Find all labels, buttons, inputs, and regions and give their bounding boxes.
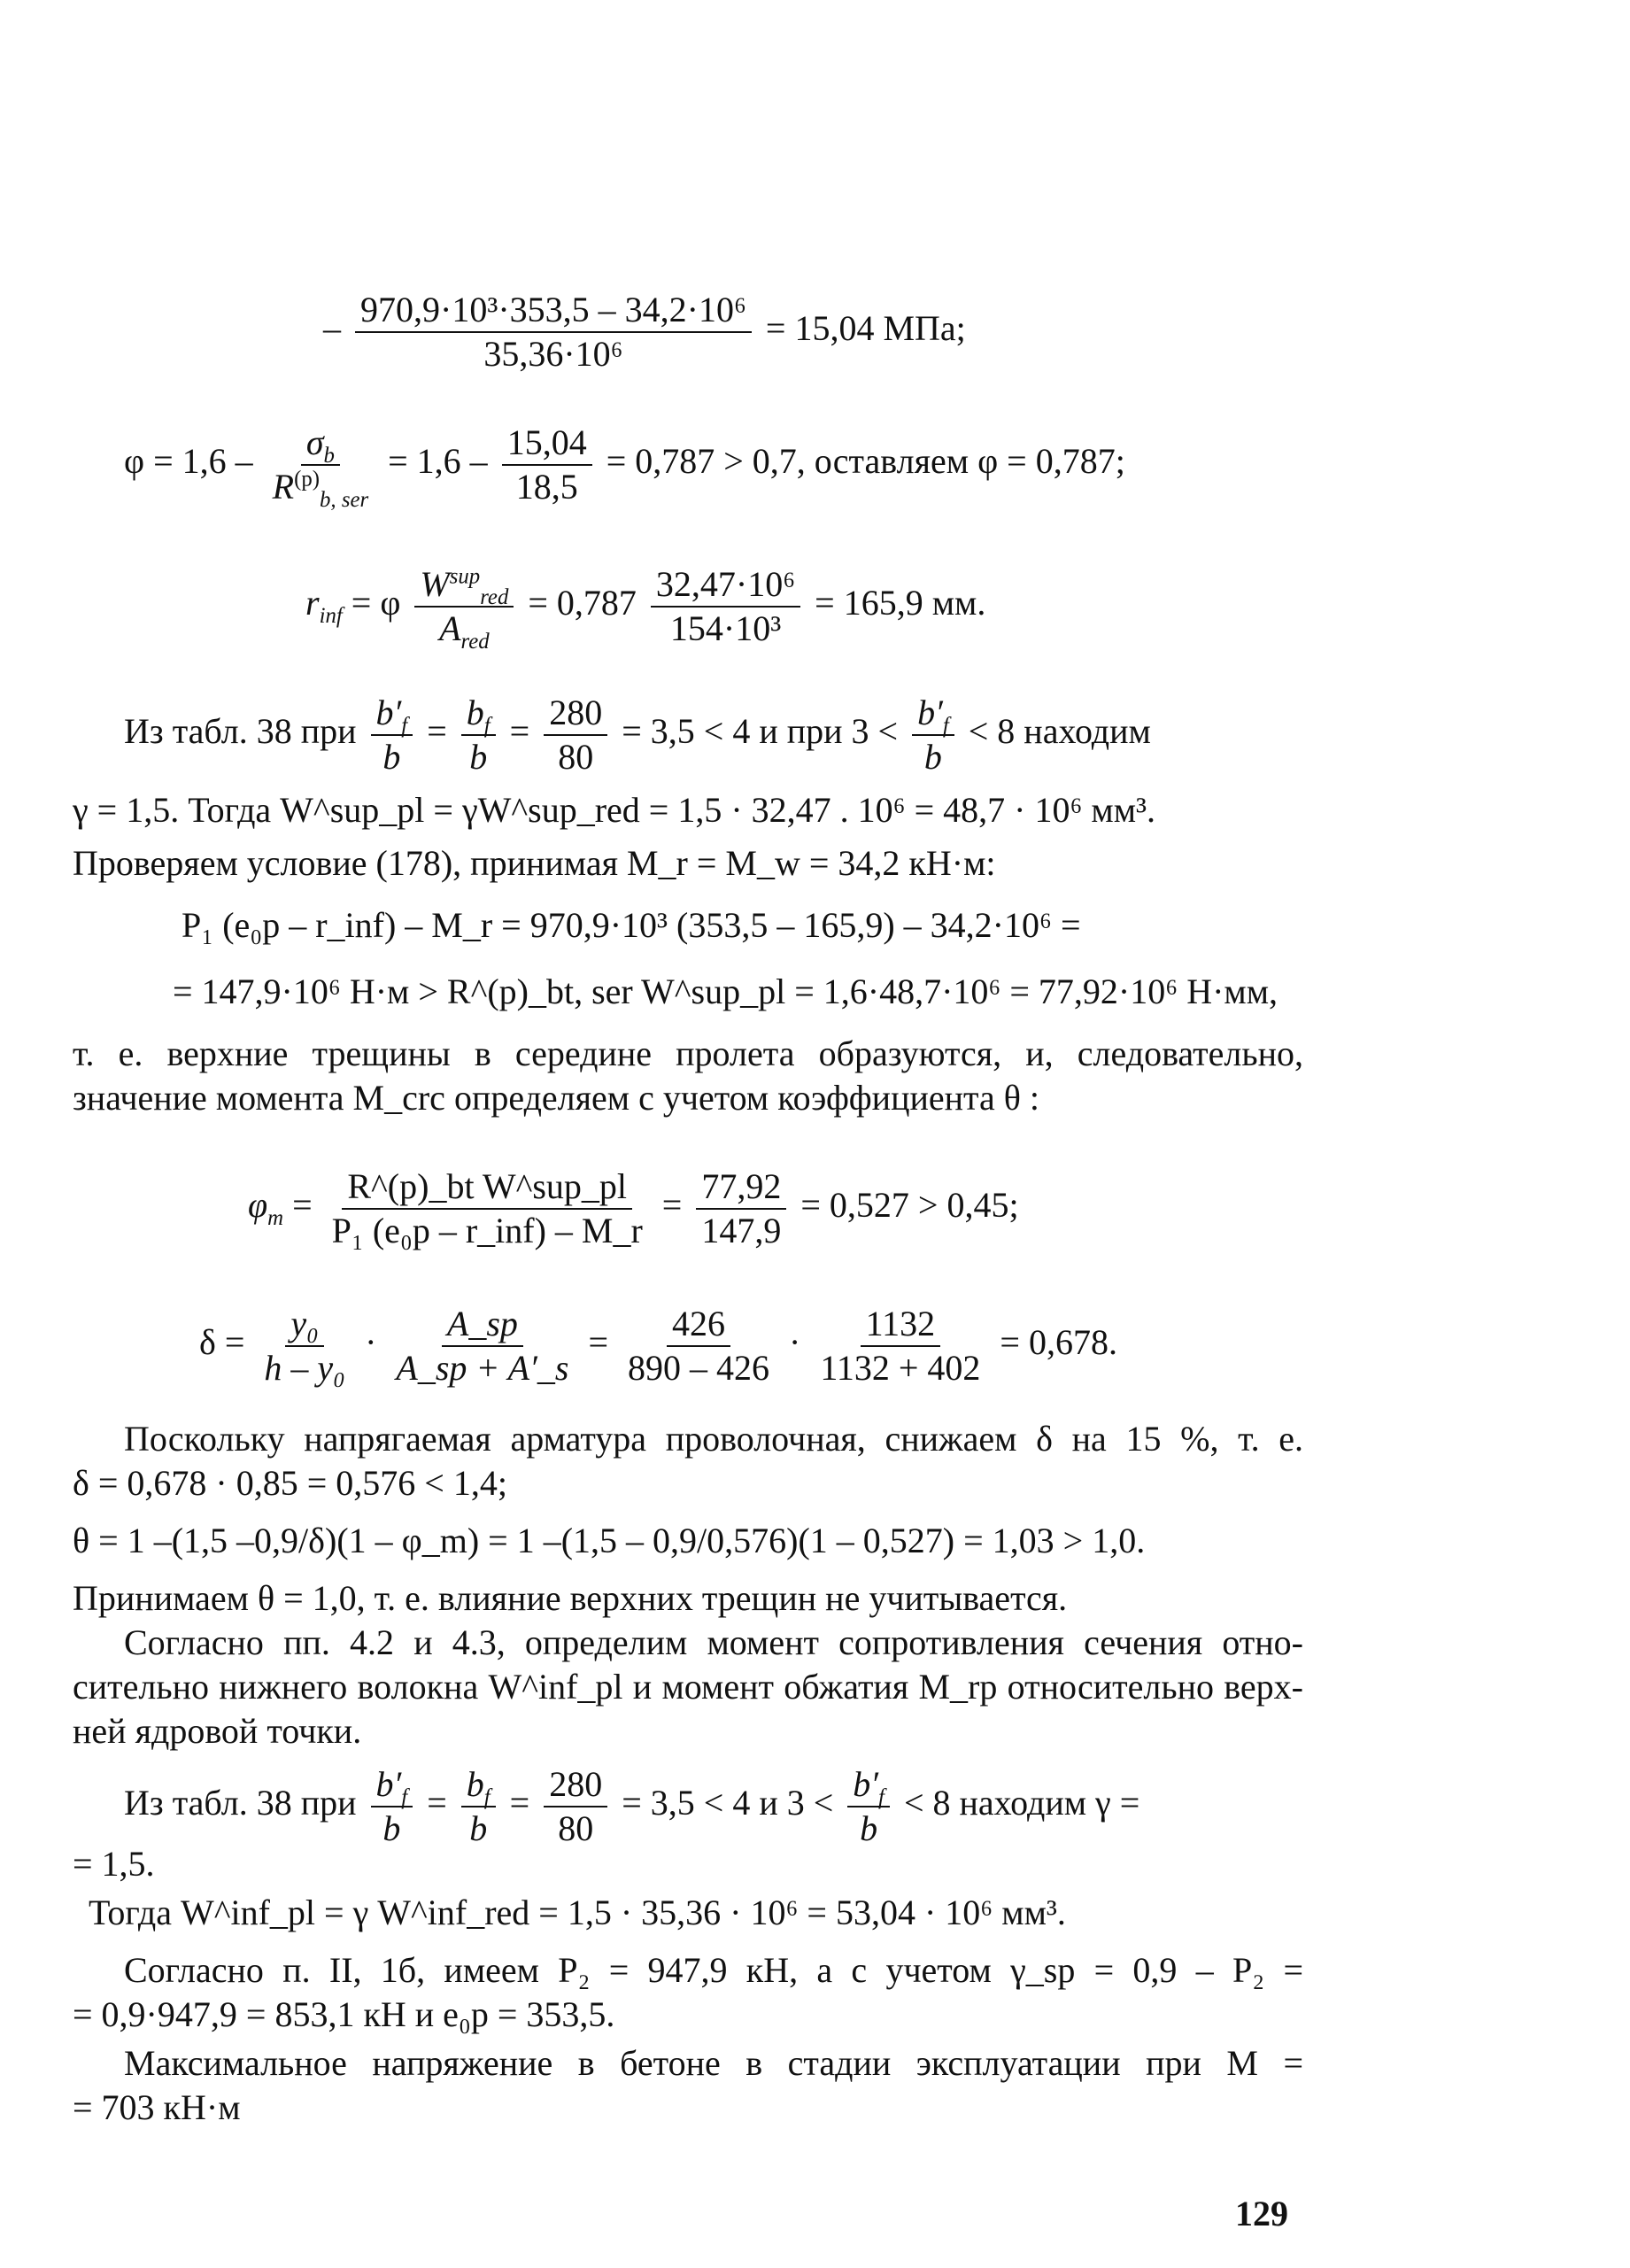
- text-line: Поскольку напрягаемая арматура проволочная, снижаем δ на 15 %, т. е.: [124, 1419, 1303, 1459]
- text-line: = 0,9·947,9 = 853,1 кН и e₀p = 353,5.: [73, 1994, 615, 2034]
- text-line: Согласно п. II, 1б, имеем P₂ = 947,9 кН, а с учетом γ_sp = 0,9 – P₂ =: [124, 1950, 1303, 1990]
- fraction: $\frac{\text{R\textasciicircum{}(p)\_bt W\textasciicircum{}sup\_pl}}{\text{P₁ (e₀p – r\_inf) – M\_r}}$: [331, 1166, 643, 1250]
- formula-phi-m: $\varphi_m$ = $\frac{\text{R\textasciicircum{}(p)\_bt W\textasciicircum{}sup\_pl}}{\text{P₁ (e₀p – r\_inf) – M\_r}}$ = $\frac{77,92}{147,9}$ = 0,527 > 0,45;: [248, 1166, 1019, 1250]
- fraction: $\frac{1132}{1132 + 402}$: [820, 1304, 981, 1388]
- fraction: $\frac{b_f}{b}$: [461, 1767, 496, 1846]
- fraction: $\frac{426}{890 - 426}$: [628, 1304, 769, 1388]
- text-line: Принимаем θ = 1,0, т. е. влияние верхних трещин не учитывается.: [73, 1578, 1068, 1618]
- formula-line: P₁ (e₀p – r_inf) – M_r = 970,9·10³ (353,5 – 165,9) – 34,2·10⁶ =: [182, 905, 1081, 945]
- text-line: Максимальное напряжение в бетоне в стадии эксплуатации при M =: [124, 2043, 1303, 2083]
- formula-stress-continuation: – $\frac{\text{970,9·10³·353,5 – 34,2·10⁶}}{\text{35,36·10⁶}}$ = 15,04 МПа;: [323, 290, 966, 374]
- formula-r-inf: $r_{inf} = \varphi$ $\frac{W^{sup}_{red}}{A_{red}}$ = 0,787 $\frac{\text{32,47·10⁶}}{\text{154·10³}}$ = 165,9 мм.: [305, 564, 986, 654]
- formula-line: = 147,9·10⁶ Н·м > R^(p)_bt, ser W^sup_pl = 1,6·48,7·10⁶ = 77,92·10⁶ Н·мм,: [173, 971, 1279, 1011]
- text-line: т. е. верхние трещины в середине пролета образуются, и, следовательно,: [73, 1033, 1303, 1073]
- fraction: $\frac{\text{y₀}}{\text{h – y₀}}$: [264, 1304, 346, 1388]
- fraction: $\frac{A\_sp}{A\_sp + A'\_s}$: [396, 1304, 569, 1388]
- text-line: = 1,5.: [73, 1844, 155, 1884]
- text-line: γ = 1,5. Тогда W^sup_pl = γW^sup_red = 1,5 · 32,47 . 10⁶ = 48,7 · 10⁶ мм³.: [73, 790, 1156, 830]
- formula-delta: δ = $\frac{\text{y₀}}{\text{h – y₀}}$ · $\frac{A\_sp}{A\_sp + A'\_s}$ = $\frac{426}{890 - 426}$ · $\frac{1132}{1132 + 402}$ = 0,678.: [199, 1304, 1117, 1388]
- formula-phi: φ = 1,6 – $\frac{\sigma_b}{R^{(p)}_{b, ser}}$ = 1,6 – $\frac{15,04}{18,5}$ = 0,787 > 0,7, оставляем φ = 0,787;: [124, 422, 1125, 512]
- fraction: $\frac{15,04}{18,5}$: [502, 425, 592, 505]
- text-line: δ = 0,678 · 0,85 = 0,576 < 1,4;: [73, 1463, 507, 1503]
- fraction: $\frac{77,92}{147,9}$: [696, 1169, 786, 1249]
- fraction: $\frac{\sigma_b}{R^{(p)}_{b, ser}}$: [272, 422, 369, 512]
- page-number: 129: [1235, 2194, 1288, 2233]
- text-line: Проверяем условие (178), принимая M_r = M_w = 34,2 кН·м:: [73, 843, 996, 883]
- fraction: $\frac{280}{80}$: [544, 695, 607, 775]
- table-38-ratio-line: Из табл. 38 при $\frac{b'_f}{b}$ = $\frac{b_f}{b}$ = $\frac{280}{80}$ = 3,5 < 4 и при 3 < $\frac{b'_f}{b}$ < 8 находим: [124, 693, 1151, 777]
- fraction: $\frac{b'_f}{b}$: [371, 1767, 413, 1846]
- fraction: $\frac{\text{970,9·10³·353,5 – 34,2·10⁶}}{\text{35,36·10⁶}}$: [355, 292, 752, 372]
- fraction: $\frac{b'_f}{b}$: [371, 695, 413, 775]
- fraction: $\frac{b'_f}{b}$: [847, 1767, 890, 1846]
- fraction: $\frac{280}{80}$: [544, 1767, 607, 1846]
- formula-theta: θ = 1 –(1,5 –0,9/δ)(1 – φ_m) = 1 –(1,5 – 0,9/0,576)(1 – 0,527) = 1,03 > 1,0.: [73, 1521, 1146, 1560]
- text-line: Тогда W^inf_pl = γ W^inf_red = 1,5 · 35,36 · 10⁶ = 53,04 · 10⁶ мм³.: [89, 1893, 1066, 1932]
- fraction: $\frac{\text{32,47·10⁶}}{\text{154·10³}}$: [651, 567, 800, 646]
- table-38-ratio-line: Из табл. 38 при $\frac{b'_f}{b}$ = $\frac{b_f}{b}$ = $\frac{280}{80}$ = 3,5 < 4 и 3 < $\frac{b'_f}{b}$ < 8 находим γ =: [124, 1764, 1140, 1848]
- fraction: $\frac{b'_f}{b}$: [912, 695, 954, 775]
- text-line: ней ядровой точки.: [73, 1711, 362, 1751]
- text-line: значение момента M_crc определяем с учетом коэффициента θ :: [73, 1078, 1040, 1118]
- text-line: сительно нижнего волокна W^inf_pl и момент обжатия M_rp относительно верх-: [73, 1667, 1303, 1707]
- fraction: $\frac{b_f}{b}$: [461, 695, 496, 775]
- fraction: $\frac{W^{sup}_{red}}{A_{red}}$: [414, 567, 514, 646]
- text-line: Согласно пп. 4.2 и 4.3, определим момент сопротивления сечения отно-: [124, 1622, 1303, 1662]
- text-line: = 703 кН·м: [73, 2087, 241, 2127]
